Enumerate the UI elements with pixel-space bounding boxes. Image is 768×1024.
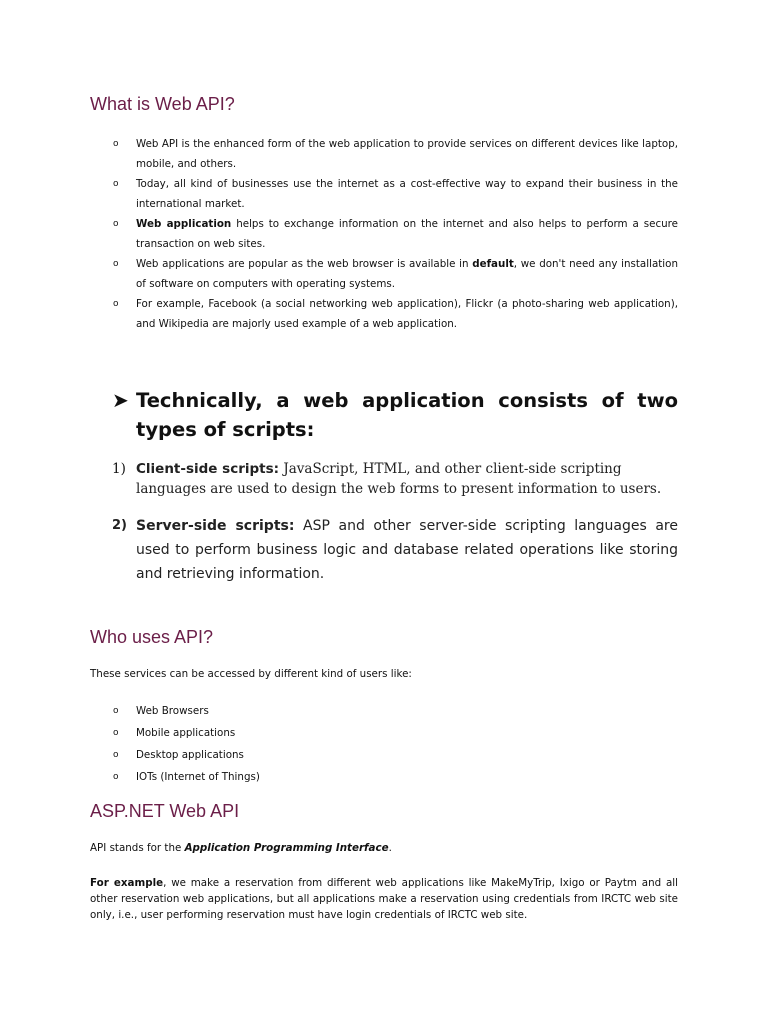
server-side-label: Server-side scripts: [136,518,295,534]
bullet-marker: o [113,706,119,716]
bullet-marker: o [113,219,119,229]
bullet-marker: o [113,179,119,189]
list-item: o Mobile applications [90,722,678,744]
arrow-bullet-icon: ➤ [112,388,129,412]
bullet-marker: o [113,259,119,269]
bullet-marker: o [113,728,119,738]
heading-asp-net-web-api: ASP.NET Web API [90,801,240,821]
server-side-scripts-item [112,514,678,586]
server-side-text: ASP and other server-side scripting languages are used to perform business logic and database related operations like storing and retrieving information. [136,518,678,582]
list-item: o Web application helps to exchange information on the internet and also helps to perform a secure transaction on web sites. [90,214,678,254]
client-side-label: Client-side scripts: [136,461,280,477]
list-item: o Today, all kind of businesses use the internet as a cost-effective way to expand their business in the international market. [90,174,678,214]
reservation-example-paragraph: For example, we make a reservation from different web applications like MakeMyTrip, Ixigo or Paytm and all other reservation web applications, but all applications make a reservation using credentials from IRCTC web site only, i.e., user performing reservation must have login credentials of IRCTC web site. [90,877,678,921]
list-item: o Web applications are popular as the web browser is available in default, we don't need any installation of software on computers with operating systems. [90,254,678,294]
list-item: o IOTs (Internet of Things) [90,766,678,788]
bullet-marker: o [113,139,119,149]
bullet-marker: o [113,772,119,782]
bullet-marker: o [113,299,119,309]
bullet-marker: o [113,750,119,760]
web-api-bullet-list [90,134,678,334]
list-item: o For example, Facebook (a social networking web application), Flickr (a photo-sharing web application), and Wikipedia are majorly used example of a web application. [90,294,678,334]
api-users-list [90,700,678,788]
technical-heading [112,386,678,444]
list-item: o Desktop applications [90,744,678,766]
client-side-scripts-item [112,459,672,499]
api-stands-for-paragraph: API stands for the Application Programming Interface. [90,842,392,854]
client-side-text: JavaScript, HTML, and other client-side scripting languages are used to design the web forms to present information to users. [136,461,662,497]
list-item: o Web API is the enhanced form of the web application to provide services on different devices like laptop, mobile, and others. [90,134,678,174]
item-number: 1) [112,461,126,477]
list-item: o Web Browsers [90,700,678,722]
who-uses-intro: These services can be accessed by different kind of users like: [90,668,412,680]
item-number: 2) [112,518,127,533]
heading-what-is-web-api: What is Web API? [90,94,235,114]
heading-who-uses-api: Who uses API? [90,627,214,647]
technical-heading-text: Technically, a web application consists of two types of scripts: [136,389,678,441]
